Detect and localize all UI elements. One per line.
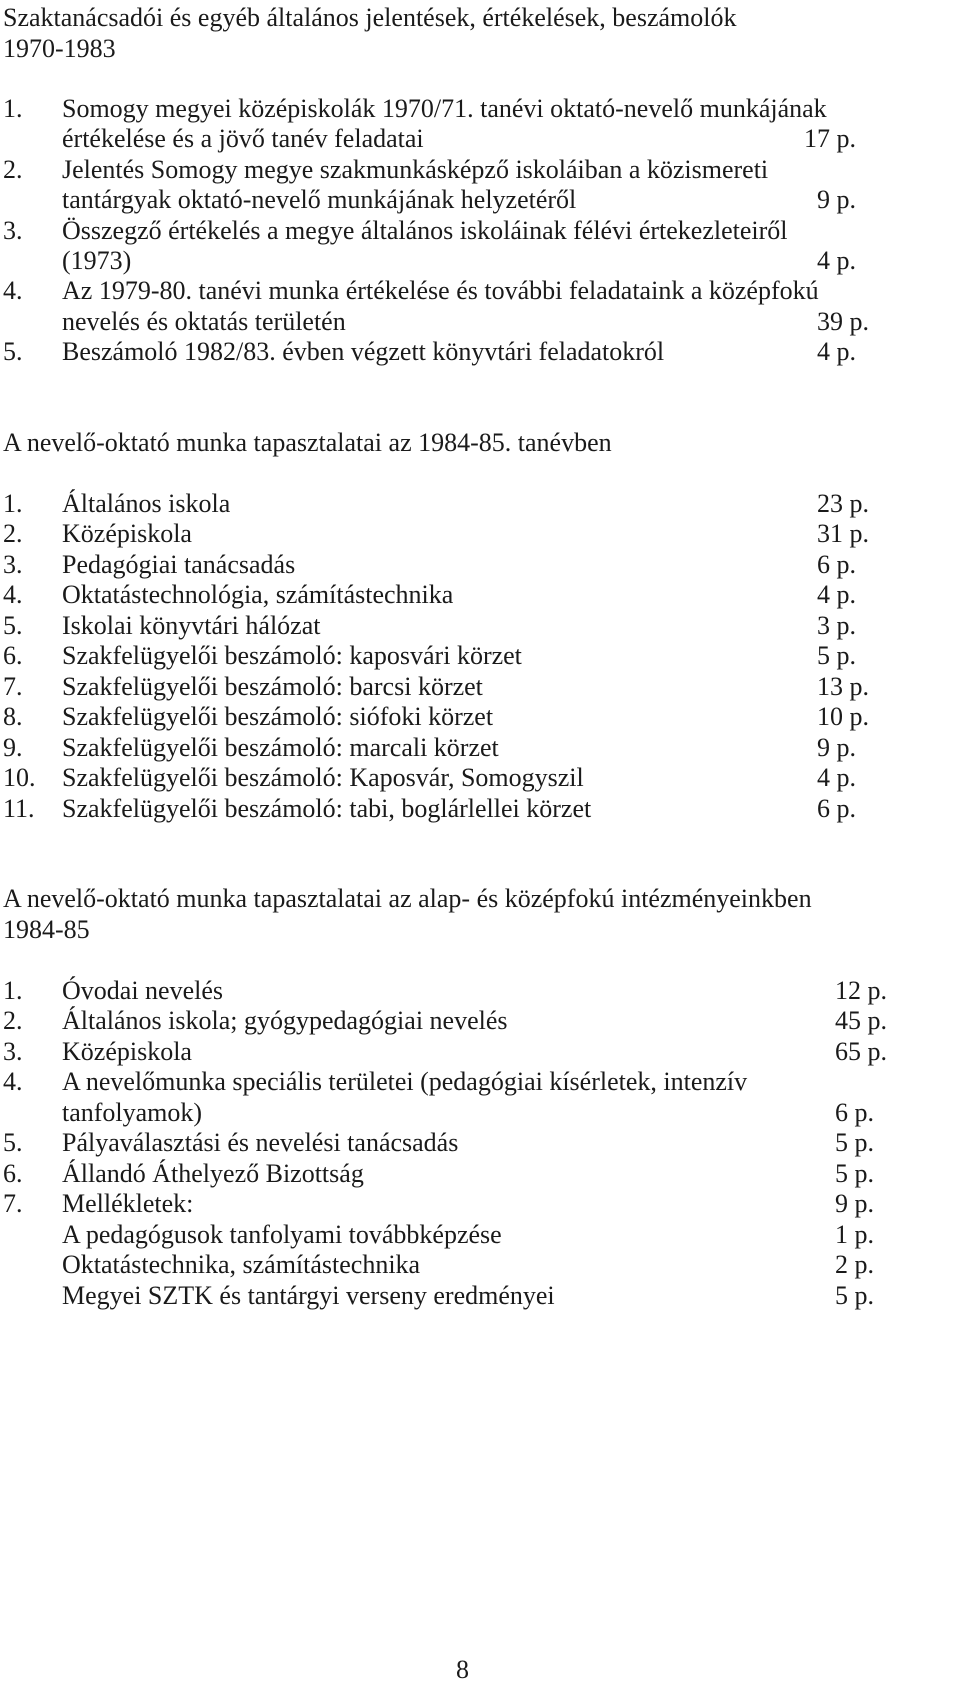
attachment-page-count: 2 p. xyxy=(835,1250,874,1279)
item-text: Állandó Áthelyező Bizottság xyxy=(62,1159,364,1188)
item-page-count: 12 p. xyxy=(835,976,887,1005)
attachment-page-count: 1 p. xyxy=(835,1220,874,1249)
item-text: Középiskola xyxy=(62,519,192,548)
item-text-continued: (1973) xyxy=(62,246,132,275)
item-page-count: 4 p. xyxy=(817,246,856,275)
item-number: 7. xyxy=(3,672,23,701)
item-text-continued: értékelése és a jövő tanév feladatai xyxy=(62,124,424,153)
item-text: Összegző értékelés a megye általános iskoláinak félévi értekezleteiről xyxy=(62,216,788,245)
item-text: Szakfelügyelői beszámoló: barcsi körzet xyxy=(62,672,483,701)
item-number: 7. xyxy=(3,1189,23,1218)
item-number: 1. xyxy=(3,489,23,518)
item-page-count: 13 p. xyxy=(817,672,869,701)
item-page-count: 23 p. xyxy=(817,489,869,518)
item-text: Oktatástechnológia, számítástechnika xyxy=(62,580,454,609)
item-page-count: 10 p. xyxy=(817,702,869,731)
item-number: 1. xyxy=(3,94,23,123)
item-number: 2. xyxy=(3,1006,23,1035)
item-page-count: 31 p. xyxy=(817,519,869,548)
item-page-count: 4 p. xyxy=(817,580,856,609)
item-number: 5. xyxy=(3,1128,23,1157)
item-text: Középiskola xyxy=(62,1037,192,1066)
document-title-years: 1970-1983 xyxy=(3,34,116,63)
item-page-count: 17 p. xyxy=(804,124,856,153)
item-number: 4. xyxy=(3,580,23,609)
item-number: 10. xyxy=(3,763,36,792)
item-page-count: 39 p. xyxy=(817,307,869,336)
item-number: 6. xyxy=(3,641,23,670)
item-text-continued: tanfolyamok) xyxy=(62,1098,203,1127)
section-2-title: A nevelő-oktató munka tapasztalatai az 1984-85. tanévben xyxy=(3,428,612,457)
item-number: 3. xyxy=(3,216,23,245)
attachment-text: A pedagógusok tanfolyami továbbképzése xyxy=(62,1220,502,1249)
item-text: Somogy megyei középiskolák 1970/71. tanévi oktató-nevelő munkájának xyxy=(62,94,827,123)
item-page-count: 9 p. xyxy=(835,1189,874,1218)
item-page-count: 6 p. xyxy=(817,794,856,823)
item-text: Szakfelügyelői beszámoló: tabi, boglárlellei körzet xyxy=(62,794,592,823)
item-page-count: 5 p. xyxy=(817,641,856,670)
item-text: Pályaválasztási és nevelési tanácsadás xyxy=(62,1128,459,1157)
item-page-count: 4 p. xyxy=(817,763,856,792)
item-number: 1. xyxy=(3,976,23,1005)
attachment-page-count: 5 p. xyxy=(835,1281,874,1310)
item-number: 11. xyxy=(3,794,35,823)
item-text: Jelentés Somogy megye szakmunkásképző iskoláiban a közismereti xyxy=(62,155,769,184)
section-3-title: A nevelő-oktató munka tapasztalatai az alap- és középfokú intézményeinkben xyxy=(3,884,812,913)
item-page-count: 6 p. xyxy=(817,550,856,579)
item-number: 2. xyxy=(3,155,23,184)
item-text: Óvodai nevelés xyxy=(62,976,224,1005)
item-text: Beszámoló 1982/83. évben végzett könyvtári feladatokról xyxy=(62,337,665,366)
item-page-count: 65 p. xyxy=(835,1037,887,1066)
item-number: 3. xyxy=(3,550,23,579)
item-text: Szakfelügyelői beszámoló: marcali körzet xyxy=(62,733,499,762)
item-number: 4. xyxy=(3,276,23,305)
attachment-text: Megyei SZTK és tantárgyi verseny eredményei xyxy=(62,1281,555,1310)
item-text: Általános iskola; gyógypedagógiai nevelés xyxy=(62,1006,508,1035)
item-text: Az 1979-80. tanévi munka értékelése és további feladataink a középfokú xyxy=(62,276,819,305)
item-number: 2. xyxy=(3,519,23,548)
item-number: 4. xyxy=(3,1067,23,1096)
item-text-continued: tantárgyak oktató-nevelő munkájának helyzetéről xyxy=(62,185,577,214)
page-number: 8 xyxy=(456,1655,469,1684)
item-page-count: 5 p. xyxy=(835,1159,874,1188)
item-number: 6. xyxy=(3,1159,23,1188)
item-text: Szakfelügyelői beszámoló: siófoki körzet xyxy=(62,702,494,731)
attachment-text: Oktatástechnika, számítástechnika xyxy=(62,1250,421,1279)
item-page-count: 45 p. xyxy=(835,1006,887,1035)
section-3-title-years: 1984-85 xyxy=(3,915,90,944)
item-number: 8. xyxy=(3,702,23,731)
item-page-count: 6 p. xyxy=(835,1098,874,1127)
item-text: Általános iskola xyxy=(62,489,231,518)
document-title: Szaktanácsadói és egyéb általános jelentések, értékelések, beszámolók xyxy=(3,3,737,32)
item-page-count: 5 p. xyxy=(835,1128,874,1157)
item-text: Mellékletek: xyxy=(62,1189,194,1218)
item-number: 5. xyxy=(3,611,23,640)
item-text: Szakfelügyelői beszámoló: kaposvári körzet xyxy=(62,641,522,670)
item-page-count: 9 p. xyxy=(817,733,856,762)
item-number: 9. xyxy=(3,733,23,762)
item-text: Pedagógiai tanácsadás xyxy=(62,550,296,579)
item-text: Iskolai könyvtári hálózat xyxy=(62,611,321,640)
item-page-count: 3 p. xyxy=(817,611,856,640)
item-text: Szakfelügyelői beszámoló: Kaposvár, Somogyszil xyxy=(62,763,584,792)
item-page-count: 4 p. xyxy=(817,337,856,366)
item-number: 5. xyxy=(3,337,23,366)
item-text-continued: nevelés és oktatás területén xyxy=(62,307,346,336)
item-page-count: 9 p. xyxy=(817,185,856,214)
item-number: 3. xyxy=(3,1037,23,1066)
item-text: A nevelőmunka speciális területei (pedagógiai kísérletek, intenzív xyxy=(62,1067,748,1096)
